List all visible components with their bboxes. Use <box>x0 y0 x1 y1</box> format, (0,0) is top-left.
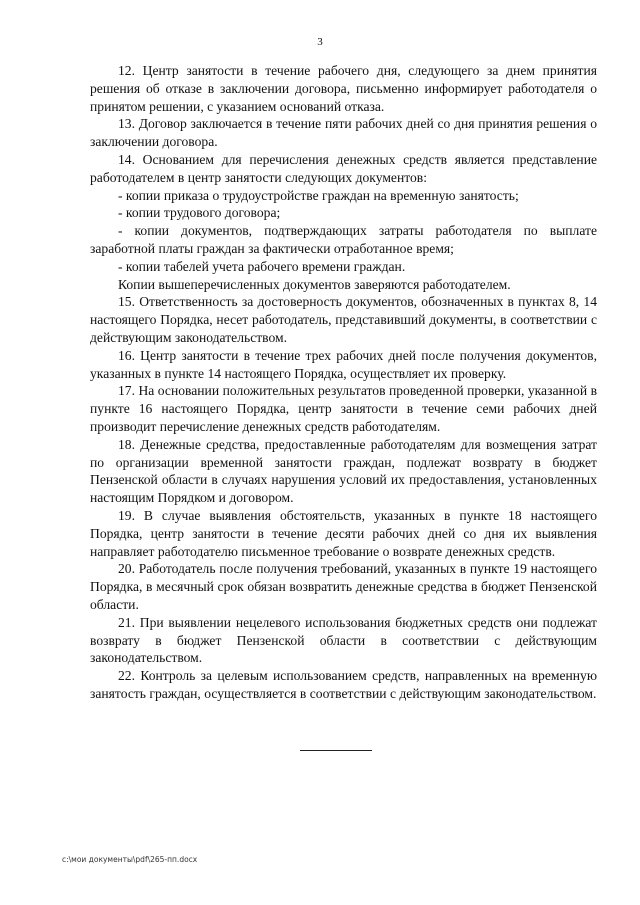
paragraph-18: 18. Денежные средства, предоставленные работодателям для возмещения затрат по организации временной занятости граждан, подлежат возврату в бюджет Пензенской области в случаях нарушения условий их предоставления, установленных настоящим Порядком и договором. <box>90 436 597 506</box>
paragraph-22: 22. Контроль за целевым использованием средств, направленных на временную занятость граждан, осуществляется в соответствии с действующим законодательством. <box>90 668 597 701</box>
paragraph-14: 14. Основанием для перечисления денежных средств является представление работодателем в центр занятости следующих документов: <box>90 151 597 185</box>
paragraph-21: 21. При выявлении нецелевого использования бюджетных средств они подлежат возврату в бюджет Пензенской области в соответствии с действующим законодательством. <box>90 614 597 666</box>
end-separator-line <box>300 750 372 751</box>
page-number: 3 <box>317 36 323 48</box>
paragraph-19: 19. В случае выявления обстоятельств, указанных в пункте 18 настоящего Порядка, центр занятости в течение десяти рабочих дней со дня их выявления направляет работодателю письменное требование о возврате денежных средств. <box>90 507 597 559</box>
paragraph-20: 20. Работодатель после получения требований, указанных в пункте 19 настоящего Порядка, в месячный срок обязан возвратить денежные средства в бюджет Пензенской области. <box>90 561 597 612</box>
document-body <box>90 62 597 703</box>
paragraph-16: 16. Центр занятости в течение трех рабочих дней после получения документов, указанных в пункте 14 настоящего Порядка, осуществляет их проверку. <box>90 347 597 381</box>
paragraph-15: 15. Ответственность за достоверность документов, обозначенных в пунктах 8, 14 настоящего Порядка, несет работодатель, представивший документы, в соответствии с действующим законодательством. <box>90 294 597 345</box>
file-path-footer: c:\мои документы\pdf\265-пп.docx <box>62 855 198 864</box>
list-item-expense-documents: - копии документов, подтверждающих затраты работодателя по выплате заработной платы граждан за фактически отработанное время; <box>90 223 597 256</box>
paragraph-17: 17. На основании положительных результатов проведенной проверки, указанной в пункте 16 настоящего Порядка, центр занятости в течение семи рабочих дней производит перечисление денежных средств работодателям. <box>90 383 597 434</box>
paragraph-13: 13. Договор заключается в течение пяти рабочих дней со дня принятия решения о заключении договора. <box>90 116 597 150</box>
list-item-timesheets: - копии табелей учета рабочего времени граждан. <box>118 258 406 274</box>
list-item-contract-copy: - копии трудового договора; <box>118 205 281 221</box>
list-item-order-copy: - копии приказа о трудоустройстве граждан на временную занятость; <box>118 187 519 203</box>
paragraph-certification: Копии вышеперечисленных документов заверяются работодателем. <box>118 276 511 292</box>
paragraph-12: 12. Центр занятости в течение рабочего дня, следующего за днем принятия решения об отказе в заключении договора, письменно информирует работодателя о принятом решении, с указанием оснований отказа. <box>90 63 597 114</box>
